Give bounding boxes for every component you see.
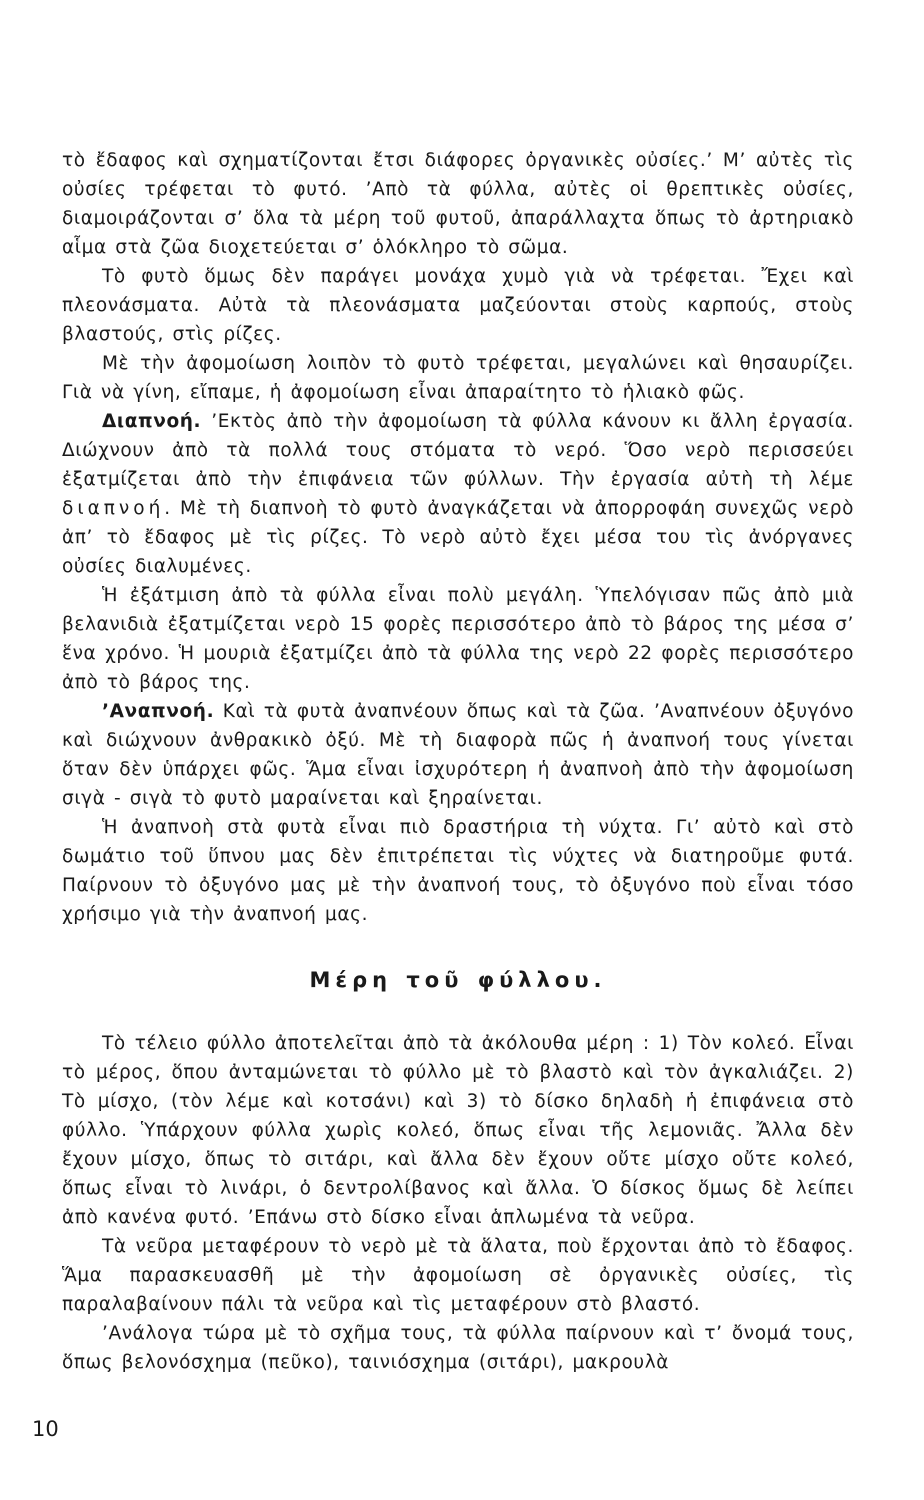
paragraph-text: ’Εκτὸς ἀπὸ τὴν ἀφομοίωση τὰ φύλλα κάνουν κι ἄλλη ἐργασία. Διώχνουν ἀπὸ τὰ πολλά τους στόματα τὸ νερό. Ὅσο νερὸ περισσεύει ἐξατμίζεται ἀπὸ τὴν ἐπιφάνεια τῶν φύλλων. Τὴν ἐργασία αὐτὴ τὴ λέμε — [62, 411, 854, 490]
paragraph — [62, 1029, 854, 1232]
term-heading: Διαπνοή. — [102, 411, 202, 432]
paragraph-text: Τὰ νεῦρα μεταφέρουν τὸ νερὸ μὲ τὰ ἅλατα, ποὺ ἔρχονται ἀπὸ τὸ ἔδαφος. Ἅμα παρασκευασθῆ μὲ τὴν ἀφομοίωση σὲ ὀργανικὲς οὐσίες, τὶς παραλαβαίνουν πάλι τὰ νεῦρα καὶ τὶς μεταφέρουν στὸ βλαστό. — [62, 1236, 854, 1315]
paragraph — [62, 1232, 854, 1319]
paragraph-text: Καὶ τὰ φυτὰ ἀναπνέουν ὅπως καὶ τὰ ζῶα. ’Αναπνέουν ὀξυγόνο καὶ διώχνουν ἀνθρακικὸ ὀξύ. Μὲ τὴ διαφορὰ πῶς ἡ ἀναπνοή τους γίνεται ὅταν δὲν ὑπάρχει φῶς. Ἅμα εἶναι ἰσχυρότερη ἡ ἀναπνοὴ ἀπὸ τὴν ἀφομοίωση σιγὰ - σιγὰ τὸ φυτὸ μαραίνεται καὶ ξηραίνεται. — [62, 701, 854, 809]
paragraph-diapnoi — [62, 407, 854, 581]
body-text — [62, 146, 854, 1377]
paragraph-text: ’Ανάλογα τώρα μὲ τὸ σχῆμα τους, τὰ φύλλα παίρνουν καὶ τ’ ὄνομά τους, ὅπως βελονόσχημα (πεῦκο), ταινιόσχημα (σιτάρι), μακρουλὰ — [62, 1323, 854, 1373]
paragraph-text: Ἡ ἀναπνοὴ στὰ φυτὰ εἶναι πιὸ δραστήρια τὴ νύχτα. Γι’ αὐτὸ καὶ στὸ δωμάτιο τοῦ ὕπνου μας δὲν ἐπιτρέπεται τὶς νύχτες νὰ διατηροῦμε φυτά. Παίρνουν τὸ ὀξυγόνο μας μὲ τὴν ἀναπνοή τους, τὸ ὀξυγόνο ποὺ εἶναι τόσο χρήσιμο γιὰ τὴν ἀναπνοή μας. — [62, 817, 854, 925]
section-heading: Μέρη τοῦ φύλλου. — [309, 968, 607, 992]
paragraph — [62, 813, 854, 929]
paragraph — [62, 146, 854, 262]
term-heading: ’Αναπνοή. — [102, 701, 215, 722]
paragraph — [62, 581, 854, 697]
spaced-term: διαπνοή — [62, 498, 165, 519]
paragraph-text: Τὸ φυτὸ ὅμως δὲν παράγει μονάχα χυμὸ γιὰ νὰ τρέφεται. Ἔχει καὶ πλεονάσματα. Αὐτὰ τὰ πλεονάσματα μαζεύονται στοὺς καρπούς, στοὺς βλαστούς, στὶς ρίζες. — [62, 266, 854, 345]
paragraph-text: Τὸ τέλειο φύλλο ἀποτελεῖται ἀπὸ τὰ ἀκόλουθα μέρη : 1) Τὸν κολεό. Εἶναι τὸ μέρος, ὅπου ἀνταμώνεται τὸ φύλλο μὲ τὸ βλαστὸ καὶ τὸν ἀγκαλιάζει. 2) Τὸ μίσχο, (τὸν λέμε καὶ κοτσάνι) καὶ 3) τὸ δίσκο δηλαδὴ ἡ ἐπιφάνεια στὸ φύλλο. Ὑπάρχουν φύλλα χωρὶς κολεό, ὅπως εἶναι τῆς λεμονιᾶς. Ἄλλα δὲν ἔχουν μίσχο, ὅπως τὸ σιτάρι, καὶ ἄλλα δὲν ἔχουν οὔτε μίσχο οὔτε κολεό, ὅπως εἶναι τὸ λινάρι, ὁ δεντρολίβανος καὶ ἄλλα. Ὁ δίσκος ὅμως δὲ λείπει ἀπὸ κανένα φυτό. ’Επάνω στὸ δίσκο εἶναι ἁπλωμένα τὰ νεῦρα. — [62, 1033, 854, 1228]
paragraph-text: . Μὲ τὴ διαπνοὴ τὸ φυτὸ ἀναγκάζεται νὰ ἀπορροφάη συνεχῶς νερὸ ἀπ’ τὸ ἔδαφος μὲ τὶς ρίζες. Τὸ νερὸ αὐτὸ ἔχει μέσα του τὶς ἀνόργανες οὐσίες διαλυμένες. — [62, 498, 854, 577]
paragraph — [62, 262, 854, 349]
paragraph-anapnoi — [62, 697, 854, 813]
paragraph — [62, 1319, 854, 1377]
paragraph-text: Μὲ τὴν ἀφομοίωση λοιπὸν τὸ φυτὸ τρέφεται, μεγαλώνει καὶ θησαυρίζει. Γιὰ νὰ γίνη, εἴπαμε, ἡ ἀφομοίωση εἶναι ἀπαραίτητο τὸ ἡλιακὸ φῶς. — [62, 353, 854, 403]
paragraph — [62, 349, 854, 407]
paragraph-text: Ἡ ἐξάτμιση ἀπὸ τὰ φύλλα εἶναι πολὺ μεγάλη. Ὑπελόγισαν πῶς ἀπὸ μιὰ βελανιδιὰ ἐξατμίζεται νερὸ 15 φορὲς περισσότερο ἀπὸ τὸ βάρος της μέσα σ’ ἕνα χρόνο. Ἡ μουριὰ ἐξατμίζει ἀπὸ τὰ φύλλα της νερὸ 22 φορὲς περισσότερο ἀπὸ τὸ βάρος της. — [62, 585, 854, 693]
paragraph-text: τὸ ἔδαφος καὶ σχηματίζονται ἔτσι διάφορες ὀργανικὲς οὐσίες.’ Μ’ αὐτὲς τὶς οὐσίες τρέφεται τὸ φυτό. ’Απὸ τὰ φύλλα, αὐτὲς οἱ θρεπτικὲς οὐσίες, διαμοιράζονται σ’ ὅλα τὰ μέρη τοῦ φυτοῦ, ἀπαράλλαχτα ὅπως τὸ ἀρτηριακὸ αἷμα στὰ ζῶα διοχετεύεται σ’ ὁλόκληρο τὸ σῶμα. — [62, 150, 854, 258]
page-number: 10 — [32, 1417, 59, 1441]
